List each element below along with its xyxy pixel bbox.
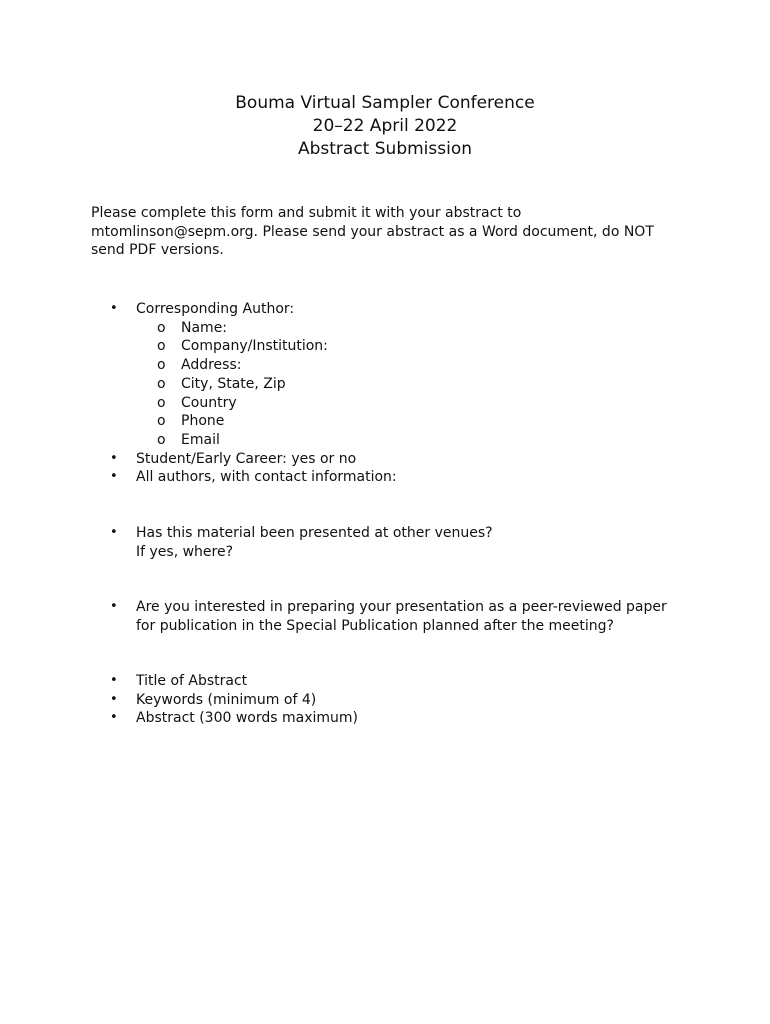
intro-line: send PDF versions. (91, 242, 224, 258)
bullet-icon: • (110, 301, 118, 316)
sub-list-item-label: City, State, Zip (181, 375, 286, 392)
sub-list-item (0, 394, 770, 413)
author-info-list (0, 300, 770, 487)
list-item-label: Has this material been presented at other venues? (136, 525, 493, 541)
intro-line: mtomlinson@sepm.org. Please send your abstract as a Word document, do NOT (91, 223, 654, 240)
sub-bullet-icon: o (157, 375, 166, 392)
list-item-label: If yes, where? (136, 543, 234, 560)
sub-bullet-icon: o (157, 338, 166, 355)
prior-presentation-list (0, 524, 770, 561)
sub-list-item-label: Address: (181, 357, 242, 374)
list-item-label: Corresponding Author: (136, 301, 295, 317)
list-item-label: Title of Abstract (136, 673, 248, 689)
bullet-icon: • (110, 450, 118, 466)
list-item (0, 709, 770, 728)
sub-list-item (0, 375, 770, 394)
sub-list-item (0, 431, 770, 450)
form-title: Abstract Submission (297, 139, 473, 159)
sub-bullet-icon: o (157, 413, 166, 430)
abstract-details-list (0, 672, 770, 728)
bullet-icon: • (110, 691, 118, 707)
list-item-label: All authors, with contact information: (136, 469, 397, 486)
sub-list-item-label: Company/Institution: (181, 338, 328, 355)
sub-list-item-label: Email (181, 431, 220, 448)
list-item (0, 524, 770, 561)
list-item-label: Abstract (300 words maximum) (136, 710, 359, 727)
sub-bullet-icon: o (157, 357, 166, 374)
conference-dates: 20–22 April 2022 (312, 116, 458, 136)
bullet-icon: • (110, 525, 118, 540)
sub-list-item-label: Country (181, 394, 237, 411)
sub-list-item (0, 319, 770, 338)
bullet-icon: • (110, 710, 118, 726)
bullet-icon: • (110, 673, 118, 688)
sub-list-item-label: Phone (181, 413, 225, 430)
sub-bullet-icon: o (157, 319, 166, 336)
sub-list-item (0, 356, 770, 375)
bullet-icon: • (110, 599, 118, 614)
sub-list-item (0, 412, 770, 431)
list-item-label: Student/Early Career: yes or no (136, 450, 357, 467)
list-item-label: Are you interested in preparing your presentation as a peer-reviewed paper (136, 599, 667, 615)
list-item-label: for publication in the Special Publication planned after the meeting? (136, 617, 614, 634)
sub-list-item-label: Name: (181, 319, 228, 336)
list-item-label: Keywords (minimum of 4) (136, 691, 317, 708)
sub-list-item (0, 337, 770, 356)
publication-interest-list (0, 598, 770, 635)
sub-bullet-icon: o (157, 394, 166, 411)
list-item (0, 468, 770, 487)
document-title (0, 92, 770, 161)
list-item (0, 598, 770, 635)
list-item (0, 672, 770, 691)
intro-line: Please complete this form and submit it with your abstract to (91, 205, 522, 221)
conference-name: Bouma Virtual Sampler Conference (235, 93, 535, 113)
list-item (0, 450, 770, 469)
bullet-icon: • (110, 469, 118, 485)
list-item (0, 691, 770, 710)
list-item (0, 300, 770, 319)
intro-paragraph (91, 204, 691, 260)
sub-bullet-icon: o (157, 431, 166, 448)
